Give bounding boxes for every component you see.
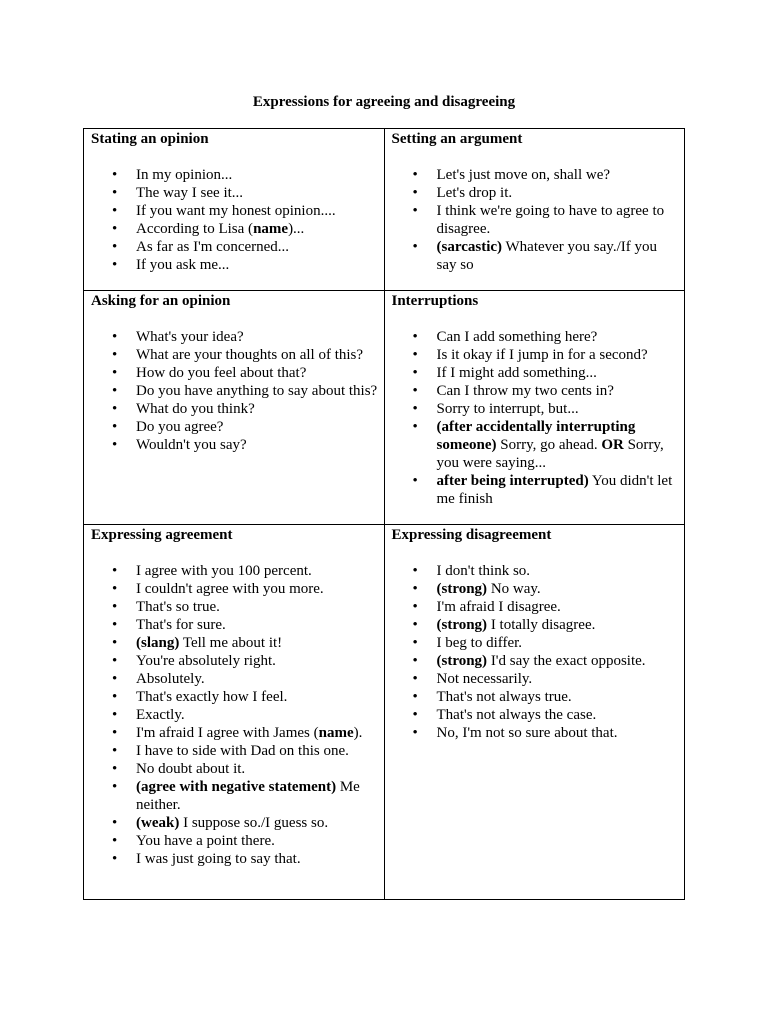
- list-item: [136, 598, 378, 616]
- item-text: Sorry, go ahead.: [496, 437, 602, 453]
- item-text: I'm afraid I disagree.: [436, 599, 561, 615]
- item-bold-text: (slang): [136, 635, 180, 651]
- item-text: Do you agree?: [136, 419, 224, 435]
- item-text: The way I see it...: [136, 185, 244, 201]
- item-text: I agree with you 100 percent.: [136, 563, 312, 579]
- list-item: [437, 652, 679, 670]
- item-text: I don't think so.: [436, 563, 531, 579]
- item-text: What's your idea?: [136, 329, 244, 345]
- item-text: I'm afraid I agree with James (: [136, 725, 319, 741]
- list-item: [437, 472, 679, 508]
- table-row: [84, 291, 685, 525]
- item-bold-text: (strong): [436, 581, 488, 597]
- item-text: As far as I'm concerned...: [136, 239, 290, 255]
- item-text: Sorry, you were saying...: [436, 437, 664, 471]
- item-bold-text: after being interrupted): [436, 473, 589, 489]
- item-bold-text: (strong): [436, 653, 488, 669]
- list-item: [437, 670, 679, 688]
- item-text: Not necessarily.: [436, 671, 533, 687]
- list-item: [136, 382, 378, 400]
- cell-heading: Setting an argument: [391, 131, 523, 147]
- item-text: That's not always true.: [436, 689, 572, 705]
- list-item: [136, 706, 378, 724]
- item-text: Sorry to interrupt, but...: [436, 401, 579, 417]
- item-bold-text: name: [318, 725, 354, 741]
- item-text: How do you feel about that?: [136, 365, 307, 381]
- list-item: [437, 166, 679, 184]
- list-item: [136, 328, 378, 346]
- list-item: [136, 850, 378, 868]
- item-text: I beg to differ.: [436, 635, 523, 651]
- item-text: You didn't let me finish: [436, 473, 673, 507]
- item-text: If you ask me...: [136, 257, 230, 273]
- item-text: No way.: [487, 581, 541, 597]
- cell-stating-opinion: [84, 129, 385, 291]
- item-text: I suppose so./I guess so.: [179, 815, 329, 831]
- list-item: [437, 202, 679, 238]
- list-item: [437, 184, 679, 202]
- list-item: [437, 706, 679, 724]
- item-text: That's for sure.: [136, 617, 226, 633]
- item-text: Whatever you say./If you say so: [436, 239, 657, 273]
- list-item: [136, 742, 378, 760]
- list-item: [437, 634, 679, 652]
- item-bold-text: (strong): [436, 617, 488, 633]
- cell-heading: Expressing disagreement: [391, 527, 552, 543]
- cell-heading: Asking for an opinion: [91, 293, 231, 309]
- list-item: [437, 616, 679, 634]
- item-text: I totally disagree.: [487, 617, 596, 633]
- list-item: [136, 634, 378, 652]
- item-text: I think we're going to have to agree to disagree.: [436, 203, 665, 237]
- item-text: ).: [353, 725, 363, 741]
- list-item: [136, 238, 378, 256]
- list-item: [437, 346, 679, 364]
- document-title: Expressions for agreeing and disagreeing: [252, 94, 516, 110]
- cell-expressing-agreement: [84, 525, 385, 900]
- list-item: [136, 256, 378, 274]
- item-text: You're absolutely right.: [136, 653, 276, 669]
- list-item: [136, 346, 378, 364]
- item-text: If I might add something...: [436, 365, 597, 381]
- expression-list: [392, 562, 679, 742]
- item-text: If you want my honest opinion....: [136, 203, 336, 219]
- expression-list: [91, 562, 378, 868]
- cell-heading: Stating an opinion: [91, 131, 209, 147]
- cell-heading: Interruptions: [391, 293, 479, 309]
- list-item: [437, 418, 679, 472]
- item-text: Let's drop it.: [436, 185, 513, 201]
- list-item: [437, 364, 679, 382]
- list-item: [437, 724, 679, 742]
- item-text: You have a point there.: [136, 833, 275, 849]
- list-item: [437, 238, 679, 274]
- item-text: I couldn't agree with you more.: [136, 581, 324, 597]
- item-text: No, I'm not so sure about that.: [436, 725, 618, 741]
- item-text: Absolutely.: [136, 671, 205, 687]
- list-item: [437, 580, 679, 598]
- list-item: [136, 184, 378, 202]
- list-item: [136, 580, 378, 598]
- expression-list: [392, 328, 679, 508]
- table-row: [84, 525, 685, 900]
- item-text: Let's just move on, shall we?: [436, 167, 611, 183]
- item-text: Is it okay if I jump in for a second?: [436, 347, 648, 363]
- item-text: That's not always the case.: [436, 707, 597, 723]
- item-text: What do you think?: [136, 401, 255, 417]
- list-item: [136, 760, 378, 778]
- table-row: [84, 129, 685, 291]
- item-text: I have to side with Dad on this one.: [136, 743, 349, 759]
- item-text: That's so true.: [136, 599, 220, 615]
- item-text: Exactly.: [136, 707, 185, 723]
- item-bold-text: (after accidentally interrupting someone): [436, 419, 636, 453]
- list-item: [136, 814, 378, 832]
- list-item: [136, 724, 378, 742]
- item-text: I was just going to say that.: [136, 851, 301, 867]
- item-bold-text: (agree with negative statement): [136, 779, 337, 795]
- item-text: )...: [288, 221, 305, 237]
- item-text: Tell me about it!: [179, 635, 283, 651]
- item-text: Me neither.: [136, 779, 360, 813]
- cell-heading: Expressing agreement: [91, 527, 233, 543]
- cell-interruptions: [384, 291, 685, 525]
- cell-setting-argument: [384, 129, 685, 291]
- item-text: Can I throw my two cents in?: [436, 383, 614, 399]
- expression-list: [392, 166, 679, 274]
- list-item: [136, 220, 378, 238]
- list-item: [437, 562, 679, 580]
- list-item: [136, 670, 378, 688]
- list-item: [136, 616, 378, 634]
- list-item: [437, 688, 679, 706]
- expressions-table: [83, 128, 685, 900]
- list-item: [437, 328, 679, 346]
- list-item: [136, 652, 378, 670]
- list-item: [437, 382, 679, 400]
- item-text: Do you have anything to say about this?: [136, 383, 378, 399]
- item-bold-text: name: [253, 221, 289, 237]
- item-bold-text: (weak): [136, 815, 180, 831]
- item-text: Wouldn't you say?: [136, 437, 247, 453]
- list-item: [136, 166, 378, 184]
- cell-expressing-disagreement: [384, 525, 685, 900]
- item-text: In my opinion...: [136, 167, 233, 183]
- item-bold-text: (sarcastic): [436, 239, 503, 255]
- list-item: [136, 688, 378, 706]
- list-item: [136, 418, 378, 436]
- list-item: [136, 778, 378, 814]
- list-item: [136, 202, 378, 220]
- list-item: [437, 598, 679, 616]
- item-bold-text: OR: [601, 437, 624, 453]
- cell-asking-opinion: [84, 291, 385, 525]
- item-text: According to Lisa (: [136, 221, 254, 237]
- list-item: [136, 400, 378, 418]
- item-text: No doubt about it.: [136, 761, 246, 777]
- item-text: I'd say the exact opposite.: [487, 653, 646, 669]
- list-item: [136, 562, 378, 580]
- list-item: [136, 832, 378, 850]
- expression-list: [91, 166, 378, 274]
- list-item: [136, 436, 378, 454]
- item-text: What are your thoughts on all of this?: [136, 347, 364, 363]
- list-item: [437, 400, 679, 418]
- item-text: Can I add something here?: [436, 329, 598, 345]
- expression-list: [91, 328, 378, 454]
- list-item: [136, 364, 378, 382]
- item-text: That's exactly how I feel.: [136, 689, 288, 705]
